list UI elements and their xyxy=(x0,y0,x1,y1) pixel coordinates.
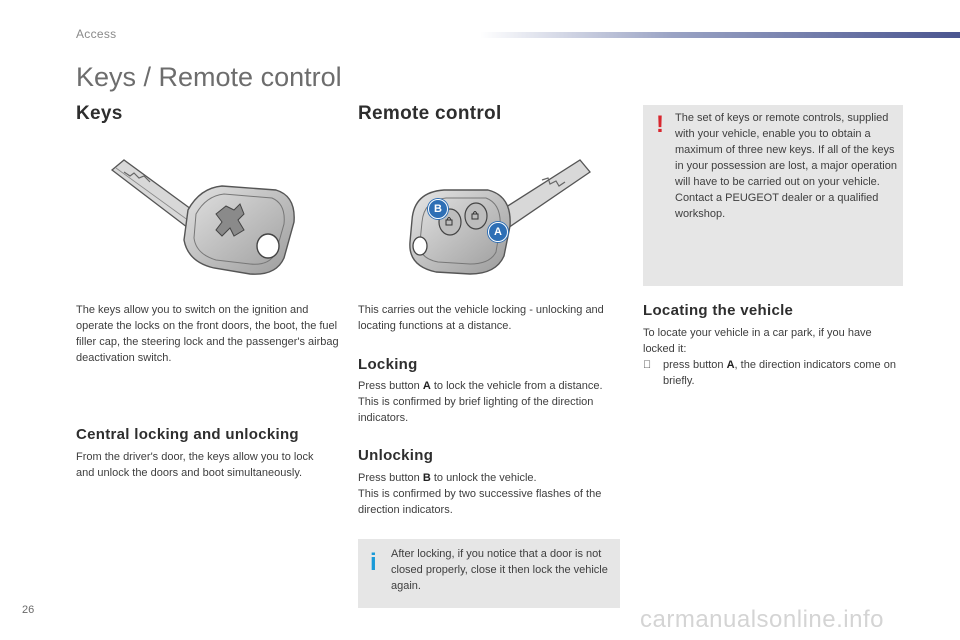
warning-box xyxy=(643,105,903,286)
central-locking-heading: Central locking and unlocking xyxy=(76,426,299,443)
info-icon: i xyxy=(370,549,377,576)
arrow-bullet-icon xyxy=(643,357,663,389)
locking-text: Press button A to lock the vehicle from a distance. This is confirmed by brief lighting of the direction indicators. xyxy=(358,380,603,424)
unlocking-button-ref: B xyxy=(422,472,431,484)
key-illustration xyxy=(104,150,304,280)
page-title: Keys / Remote control xyxy=(76,62,342,92)
keys-description: The keys allow you to switch on the ignition and operate the locks on the front doors, the boot, the fuel filler cap, the steering lock and the passenger's airbag deactivation switch. xyxy=(76,304,339,364)
warning-text-contact: Contact a PEUGEOT dealer or a qualified workshop. xyxy=(675,192,879,220)
unlocking-confirmation: This is confirmed by two successive flashes of the direction indicators. xyxy=(358,488,602,516)
warning-text-main: The set of keys or remote controls, supplied with your vehicle, enable you to obtain a maximum of three new keys. If all of the keys in your possession are lost, a major operation will have to be carried out on your vehicle. xyxy=(675,112,897,188)
remote-button-a-badge: A xyxy=(488,222,508,242)
header-rule xyxy=(480,32,960,38)
unlocking-text: Press button B to unlock the vehicle. This is confirmed by two successive flashes of the direction indicators. xyxy=(358,472,602,516)
warning-icon: ! xyxy=(656,111,664,138)
locating-button-ref: A xyxy=(726,359,735,371)
keys-heading: Keys xyxy=(76,103,123,124)
locking-button-ref: A xyxy=(422,380,431,392)
info-box-text: After locking, if you notice that a door is not closed properly, close it then lock the vehicle again. xyxy=(391,548,608,592)
warning-text xyxy=(675,110,899,222)
section-label: Access xyxy=(76,27,117,41)
info-box xyxy=(358,539,620,608)
locating-step: press button A, the direction indicators come on briefly. xyxy=(643,357,905,389)
remote-key-illustration xyxy=(392,150,602,290)
unlocking-heading: Unlocking xyxy=(358,447,434,464)
remote-button-b-badge: B xyxy=(428,199,448,219)
locating-heading: Locating the vehicle xyxy=(643,302,794,319)
locating-intro: To locate your vehicle in a car park, if you have locked it: xyxy=(643,327,872,355)
remote-description: This carries out the vehicle locking - unlocking and locating functions at a distance. xyxy=(358,304,604,332)
central-locking-text: From the driver's door, the keys allow you to lock and unlock the doors and boot simultaneously. xyxy=(76,451,314,479)
locking-heading: Locking xyxy=(358,356,418,373)
remote-heading: Remote control xyxy=(358,103,502,124)
watermark: carmanualsonline.info xyxy=(640,606,884,633)
page-number: 26 xyxy=(22,604,35,616)
